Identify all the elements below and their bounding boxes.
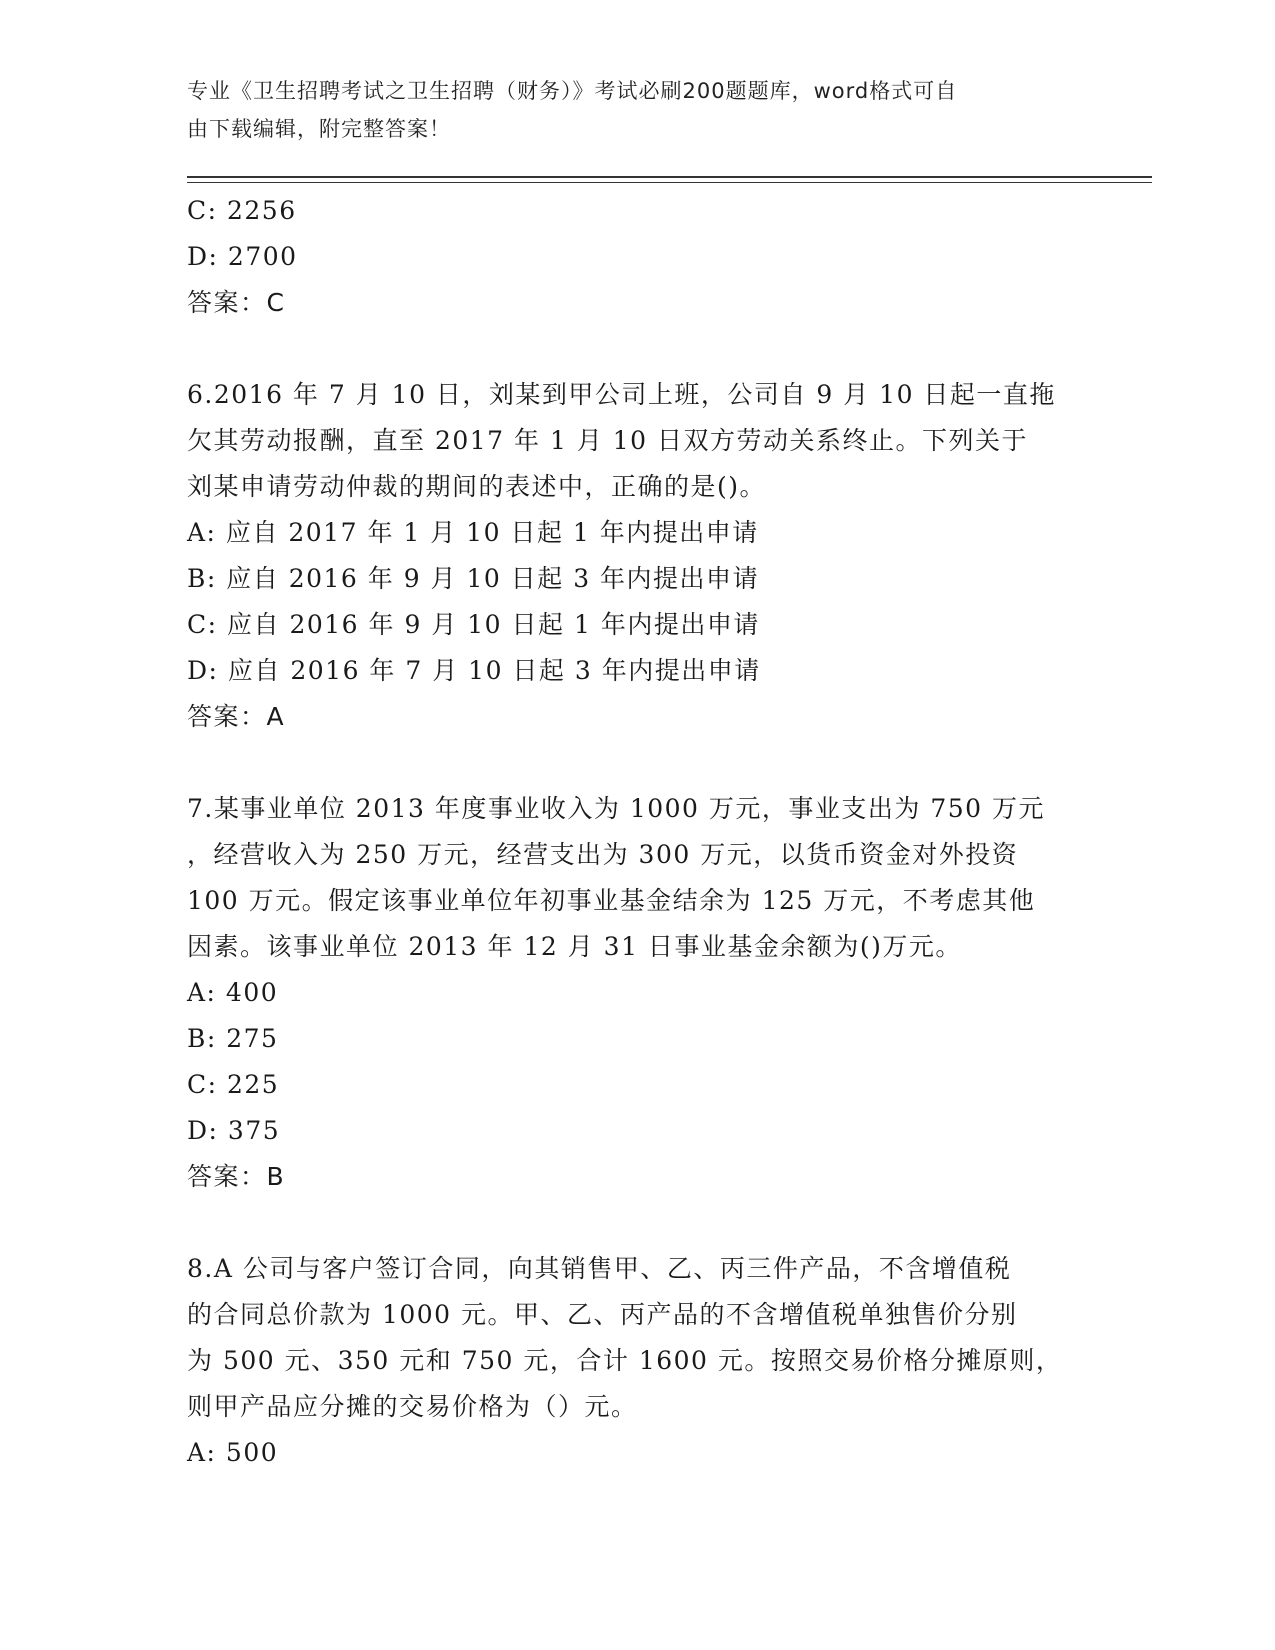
header-line-1: 专业《卫生招聘考试之卫生招聘（财务）》考试必刷200题题库，word格式可自 [187,79,958,103]
q7-stem-line: 100 万元。假定该事业单位年初事业基金结余为 125 万元，不考虑其他 [187,886,1036,915]
q8-stem-line: 8.A 公司与客户签订合同，向其销售甲、乙、丙三件产品，不含增值税 [187,1254,1012,1283]
q7-stem-line: ，经营收入为 250 万元，经营支出为 300 万元，以货币资金对外投资 [187,840,1019,869]
q8-stem-line: 则甲产品应分摊的交易价格为（）元。 [187,1392,638,1421]
question-8 [187,1246,1087,1476]
q6-option-d: D: 应自 2016 年 7 月 10 日起 3 年内提出申请 [187,656,761,685]
q6-stem-line: 欠其劳动报酬，直至 2017 年 1 月 10 日双方劳动关系终止。下列关于 [187,426,1029,455]
question-5-tail [187,188,1087,326]
q8-option-a: A: 500 [187,1438,279,1467]
q8-stem-line: 为 500 元、350 元和 750 元，合计 1600 元。按照交易价格分摊原则， [187,1346,1063,1375]
q8-stem-line: 的合同总价款为 1000 元。甲、乙、丙产品的不含增值税单独售价分别 [187,1300,1018,1329]
q5-option-d: D: 2700 [187,242,298,271]
q6-option-b: B: 应自 2016 年 9 月 10 日起 3 年内提出申请 [187,564,760,593]
q6-answer: 答案：A [187,702,286,731]
q7-stem-line: 7.某事业单位 2013 年度事业收入为 1000 万元，事业支出为 750 万元 [187,794,1045,823]
q7-option-b: B: 275 [187,1024,279,1053]
q6-stem-line: 刘某申请劳动仲裁的期间的表述中，正确的是()。 [187,472,767,501]
q5-answer: 答案：C [187,288,286,317]
header-line-2: 由下载编辑，附完整答案！ [187,117,451,141]
q6-stem-line: 6.2016 年 7 月 10 日，刘某到甲公司上班，公司自 9 月 10 日起一直拖 [187,380,1056,409]
question-6 [187,372,1087,740]
q6-option-c: C: 应自 2016 年 9 月 10 日起 1 年内提出申请 [187,610,760,639]
q7-option-a: A: 400 [187,978,279,1007]
q6-option-a: A: 应自 2017 年 1 月 10 日起 1 年内提出申请 [187,518,759,547]
q7-option-d: D: 375 [187,1116,281,1145]
q7-option-c: C: 225 [187,1070,280,1099]
question-7 [187,786,1087,1200]
question-content [187,188,1087,1476]
header-rule-thin [187,182,1152,183]
header-rule-thick [187,176,1152,178]
q7-stem-line: 因素。该事业单位 2013 年 12 月 31 日事业基金余额为()万元。 [187,932,962,961]
q7-answer: 答案：B [187,1162,286,1191]
document-header [187,72,1087,148]
q5-option-c: C: 2256 [187,196,297,225]
